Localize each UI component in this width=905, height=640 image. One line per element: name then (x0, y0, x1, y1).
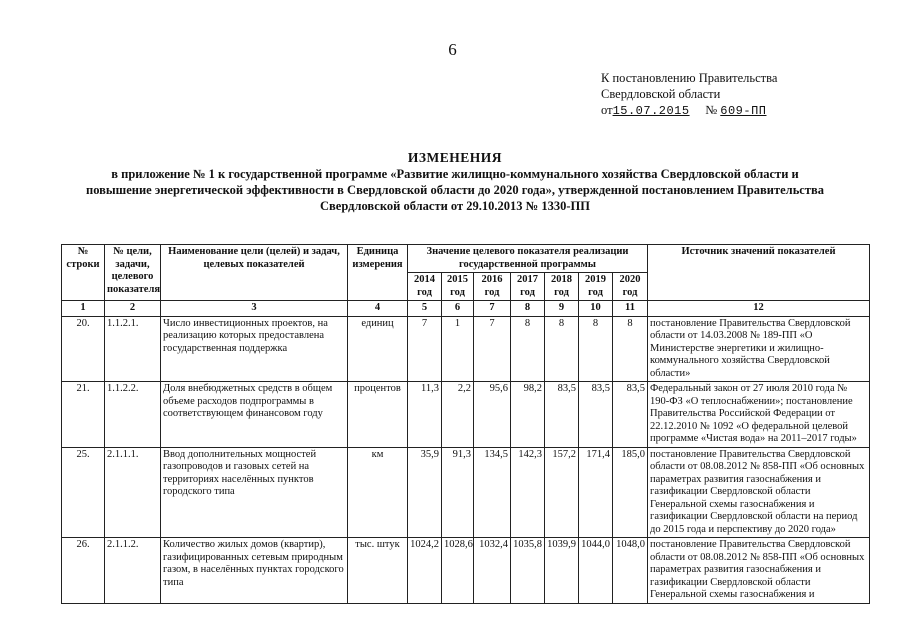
year-header: 2017 год (511, 273, 545, 301)
col-header-name: Наименование цели (целей) и задач, целевых показателей (161, 245, 348, 301)
value-cell: 1044,0 (579, 538, 613, 604)
year-header: 2020 год (613, 273, 648, 301)
number-label: № (705, 103, 718, 117)
header-line-3: Свердловской области от 29.10.2013 № 1330-ПП (320, 199, 590, 213)
decree-date: 15.07.2015 (612, 104, 690, 118)
column-number: 8 (511, 301, 545, 317)
source-cell: постановление Правительства Свердловской области от 14.03.2008 № 189-ПП «О Министерстве энергетики и жилищно-коммунального хозяйства Свердловской области» (648, 316, 870, 382)
value-cell: 142,3 (511, 447, 545, 538)
indicator-name: Доля внебюджетных средств в общем объеме расходов подпрограммы в соответствующем финансовом году (161, 382, 348, 448)
indicator-name: Ввод дополнительных мощностей газопроводов и газовых сетей на территориях населённых пунктов городского типа (161, 447, 348, 538)
value-cell: 185,0 (613, 447, 648, 538)
value-cell: 7 (408, 316, 442, 382)
unit-cell: тыс. штук (348, 538, 408, 604)
year-header: 2019 год (579, 273, 613, 301)
goal-number: 2.1.1.1. (105, 447, 161, 538)
value-cell: 8 (613, 316, 648, 382)
column-number: 1 (62, 301, 105, 317)
value-cell: 95,6 (474, 382, 511, 448)
value-cell: 11,3 (408, 382, 442, 448)
source-cell: Федеральный закон от 27 июля 2010 года № 190-ФЗ «О теплоснабжении»; постановление Правительства Российской Федерации от 22.12.2010 № 1092 «О федеральной целевой программе «Чистая вода» на 2011–2017 годы» (648, 382, 870, 448)
column-number: 12 (648, 301, 870, 317)
value-cell: 1032,4 (474, 538, 511, 604)
value-cell: 1 (442, 316, 474, 382)
document-header (60, 150, 850, 214)
value-cell: 157,2 (545, 447, 579, 538)
col-header-source: Источник значений показателей (648, 245, 870, 301)
column-number: 5 (408, 301, 442, 317)
column-number: 10 (579, 301, 613, 317)
value-cell: 1035,8 (511, 538, 545, 604)
value-cell: 1024,2 (408, 538, 442, 604)
header-row-1 (62, 245, 870, 273)
value-cell: 35,9 (408, 447, 442, 538)
goal-number: 1.1.2.1. (105, 316, 161, 382)
column-number: 4 (348, 301, 408, 317)
header-line-2: повышение энергетической эффективности в Свердловской области до 2020 года», утвержденной постановлением Правительства (86, 183, 824, 197)
value-cell: 98,2 (511, 382, 545, 448)
header-line-1: в приложение № 1 к государственной программе «Развитие жилищно-коммунального хозяйства Свердловской области и (111, 167, 799, 181)
column-number-row (62, 301, 870, 317)
goal-number: 1.1.2.2. (105, 382, 161, 448)
page-number: 6 (448, 40, 457, 59)
addressee-block (601, 70, 777, 119)
unit-cell: км (348, 447, 408, 538)
value-cell: 171,4 (579, 447, 613, 538)
column-number: 3 (161, 301, 348, 317)
indicator-name: Количество жилых домов (квартир), газифицированных сетевым природным газом, в населённых пунктах городского типа (161, 538, 348, 604)
table-row (62, 538, 870, 604)
value-cell: 83,5 (545, 382, 579, 448)
addressee-line-2: Свердловской области (601, 87, 721, 101)
column-number: 6 (442, 301, 474, 317)
decree-number: 609-ПП (720, 104, 767, 118)
source-cell: постановление Правительства Свердловской области от 08.08.2012 № 858-ПП «Об основных параметрах развития газоснабжения и газификации Свердловской области Генеральной схемы газоснабжения и газификации Свердловской области на период до 2015 года и перспективу до 2020 года» (648, 447, 870, 538)
value-cell: 83,5 (579, 382, 613, 448)
goal-number: 2.1.1.2. (105, 538, 161, 604)
column-number: 7 (474, 301, 511, 317)
value-cell: 2,2 (442, 382, 474, 448)
indicators-table (61, 244, 870, 604)
table-row (62, 316, 870, 382)
value-cell: 8 (579, 316, 613, 382)
addressee-line-3 (601, 102, 777, 119)
col-header-unit: Единица измерения (348, 245, 408, 301)
table-row (62, 382, 870, 448)
column-number: 11 (613, 301, 648, 317)
row-number: 26. (62, 538, 105, 604)
value-cell: 1039,9 (545, 538, 579, 604)
column-number: 2 (105, 301, 161, 317)
value-cell: 8 (545, 316, 579, 382)
row-number: 21. (62, 382, 105, 448)
document-title: ИЗМЕНЕНИЯ (407, 150, 503, 165)
unit-cell: процентов (348, 382, 408, 448)
from-label: от (601, 103, 613, 117)
column-number: 9 (545, 301, 579, 317)
value-cell: 7 (474, 316, 511, 382)
year-header: 2018 год (545, 273, 579, 301)
value-cell: 91,3 (442, 447, 474, 538)
row-number: 20. (62, 316, 105, 382)
value-cell: 83,5 (613, 382, 648, 448)
value-cell: 1048,0 (613, 538, 648, 604)
col-header-goal-no: № цели, задачи, целевого показателя (105, 245, 161, 301)
value-cell: 134,5 (474, 447, 511, 538)
unit-cell: единиц (348, 316, 408, 382)
source-cell: постановление Правительства Свердловской области от 08.08.2012 № 858-ПП «Об основных параметрах развития газоснабжения и газификации Свердловской области Генеральной схемы газоснабжения и (648, 538, 870, 604)
year-header: 2015 год (442, 273, 474, 301)
indicator-name: Число инвестиционных проектов, на реализацию которых предоставлена государственная поддержка (161, 316, 348, 382)
addressee-line-1: К постановлению Правительства (601, 71, 778, 85)
table-row (62, 447, 870, 538)
col-header-row-no: № строки (62, 245, 105, 301)
year-header: 2014 год (408, 273, 442, 301)
col-header-values: Значение целевого показателя реализации государственной программы (408, 245, 648, 273)
value-cell: 1028,6 (442, 538, 474, 604)
row-number: 25. (62, 447, 105, 538)
year-header: 2016 год (474, 273, 511, 301)
value-cell: 8 (511, 316, 545, 382)
